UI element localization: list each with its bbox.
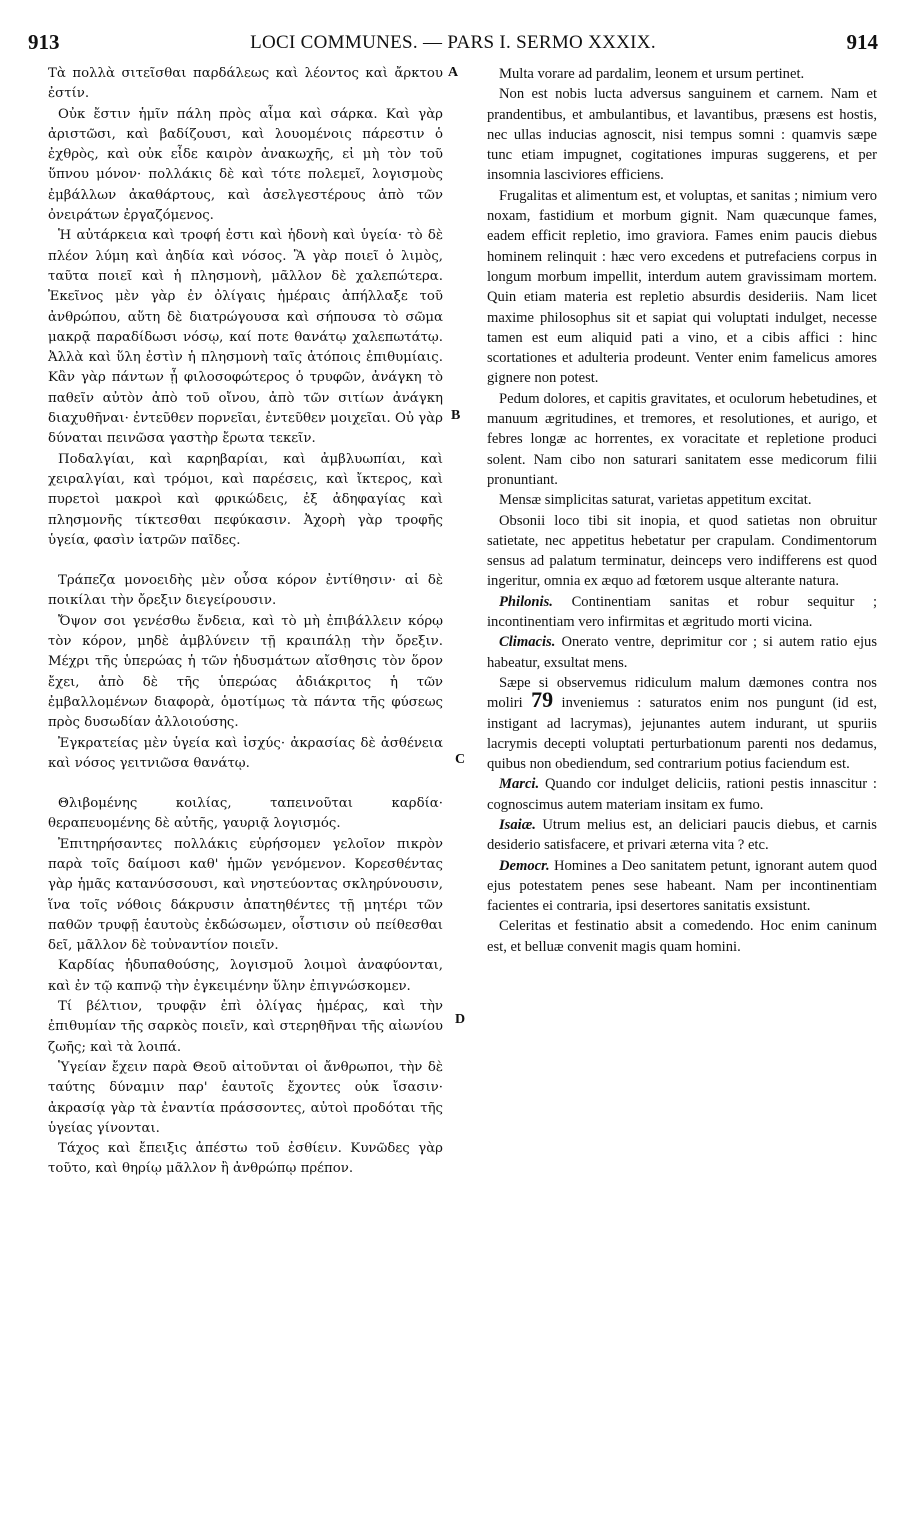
running-header (28, 30, 878, 62)
greek-paragraph: Ἐπιτηρήσαντες πολλάκις εὑρήσομεν γελοῖον πικρὸν παρὰ τοῖς δαίμοσι καθ' ἡμῶν γενόμενον. Κορεσθέντας γὰρ ἡμᾶς κατανύσσουσι, καὶ νηστεύοντας σκληρύνουσιν, ἵνα τοῖς νόθοις δάκρυσιν ἀπατηθέντες τῇ μητέρι τῶν παθῶν τρυφῇ ἑαυτοὺς ἐκδώσωμεν, οἷστισιν οὐ πείθεσθαι δεῖ, μᾶλλον δὲ τοὐναντίον ποιεῖν. (48, 836, 443, 954)
greek-paragraph: Ἡ αὐτάρκεια καὶ τροφή ἐστι καὶ ἡδονὴ καὶ ὑγεία· τὸ δὲ πλέον λύμη καὶ ἀηδία καὶ νόσος. Ἃ γὰρ ποιεῖ ὁ λιμὸς, ταῦτα ποιεῖ καὶ ἡ πλησμονὴ, μᾶλλον δὲ χαλεπώτερα. Ἐκεῖνος μὲν γὰρ ἐν ὀλίγαις ἡμέραις ἀπήλλαξε τοῦ ἀνθρώπου, αὕτη δὲ διατρώγουσα καὶ σήπουσα τὸ σῶμα μακρᾷ παραδίδωσι νόσῳ, καί ποτε θανάτῳ χαλεπωτάτῳ. Ἀλλὰ καὶ ὕλη ἐστὶν ἡ πλησμονὴ ταῖς ἀτόποις ἐπιθυμίαις. Κἂν γὰρ πάντων ᾖ φιλοσοφώτερος ὁ τρυφῶν, ἀνάγκη τὸ παθεῖν αὐτὸν ἀπὸ τοῦ οἴνου, ἀπὸ τῶν σιτίων ἀνάγκη διαχυθῆναι· ἐντεῦθεν πορνεῖαι, ἐντεῦθεν μοιχεῖαι. Οὐ γὰρ δύναται πεινῶσα γαστὴρ ἔρωτα τεκεῖν. (48, 228, 443, 447)
section-gap (48, 774, 443, 794)
latin-paragraph: Pedum dolores, et capitis gravitates, et oculorum hebetudines, et manuum ægritudines, et tremores, et resolutiones, et aurigo, et febres longæ ac horrentes, ex voracitate et repletione produci solent. Nam cibo non saturari sanitatem esse medicorum filii pronuntiant. (487, 390, 877, 488)
greek-paragraph: Ποδαλγίαι, καὶ καρηβαρίαι, καὶ ἀμβλυωπίαι, καὶ χειραλγίαι, καὶ τρόμοι, καὶ παρέσεις, καὶ ἴκτερος, καὶ πυρετοὶ μακροὶ καὶ φρικώδεις, ἐξ ἀδηφαγίας καὶ πλησμονῆς τίκτεσθαι πεφύκασιν. Ἀχορὴ γὰρ τροφῆς ὑγεία, φασὶν ἰατρῶν παῖδες. (48, 451, 443, 548)
author-attribution: Climacis. (499, 634, 556, 651)
section-gap (48, 551, 443, 571)
latin-paragraph (487, 856, 877, 917)
greek-paragraph: Τάχος καὶ ἔπειξις ἀπέστω τοῦ ἐσθίειν. Κυνῶδες γὰρ τοῦτο, καὶ θηρίῳ μᾶλλον ἢ ἀνθρώπῳ πρέπον. (48, 1141, 443, 1177)
latin-paragraph (487, 774, 877, 815)
margin-letter-c: C (455, 752, 466, 767)
author-attribution: Democr. (499, 857, 550, 874)
greek-paragraph: Θλιβομένης κοιλίας, ταπεινοῦται καρδία· θεραπευομένης δὲ αὐτῆς, γαυριᾷ λογισμός. (48, 796, 443, 832)
greek-paragraph: Τράπεζα μονοειδὴς μὲν οὖσα κόρον ἐντίθησιν· αἱ δὲ ποικίλαι τὴν ὄρεξιν διεγείρουσιν. (48, 573, 443, 609)
greek-paragraph: Οὐκ ἔστιν ἡμῖν πάλη πρὸς αἷμα καὶ σάρκα. Καὶ γὰρ ἀριστῶσι, καὶ βαδίζουσι, καὶ λουομένοις πάρεστιν ὁ ἐχθρὸς, καὶ οὐκ εἶδε καιρὸν ἀνακωχῆς, εἰ μὴ τὸν τοῦ ὕπνου μόνον· πολλάκις δὲ καὶ τότε πολεμεῖ, λογισμοὺς ἐμβάλλων ἀκαθάρτους, καὶ ἀσελγεστέρους ἀπὸ τῶν ὀνειράτων ἐργαζόμενος. (48, 106, 443, 224)
latin-paragraph: Celeritas et festinatio absit a comedendo. Hoc enim caninum est, et belluæ convenit magis quam homini. (487, 918, 877, 955)
latin-paragraph: Obsonii loco tibi sit inopia, et quod satietas non obruitur satietate, nec appetitus hebetatur per crapulam. Condimentorum sensus ad palatum terminatur, deinceps vero indifferens est quod ingeritur, omnia ex æquo ad fœtorem usque alterante natura. (487, 512, 877, 590)
latin-paragraph: Mensæ simplicitas saturat, varietas appetitum excitat. (499, 492, 812, 509)
latin-text: Sæpe si observemus ridiculum malum dæmones contra nos moliri (487, 674, 877, 712)
latin-text: Homines a Deo sanitatem petunt, ignorant autem quod ejus potestatem penes sese habeant. Nam per incontinentiam facientes ei contraria, ipsi desertores sanitatis exsistunt. (487, 857, 877, 915)
margin-letter-d: D (455, 1012, 466, 1027)
greek-paragraph: Ἐγκρατείας μὲν ὑγεία καὶ ἰσχύς· ἀκρασίας δὲ ἀσθένεια καὶ νόσος γειτνιῶσα θανάτῳ. (48, 735, 443, 771)
latin-paragraph: Frugalitas et alimentum est, et voluptas, et sanitas ; nimium vero noxam, fastidium et morbum gignit. Nam quæcunque fames, eadem efficit repletio, imo graviora. Fames enim paucis diebus hominem relinquit : hæc vero excedens et putrefaciens corpus in longum morbum impellit, interdum autem gravissimam mortem. Quin etiam materia est repletio absurdis desideriis. Nam licet maxime philosophus sit et sapiat qui voluptati indulget, necesse tamen est eum aliquid pati a vino, et a cibis affici : hinc scortationes et adulteria prodeunt. Venter enim famelicus amores gignere non potest. (487, 187, 877, 387)
latin-text: Onerato ventre, deprimitur cor ; si autem ratio ejus habeatur, exsultat mens. (487, 634, 877, 671)
column-number: 79 (531, 687, 554, 713)
latin-text: Utrum melius est, an deliciari paucis diebus, et carnis desiderio satisfacere, et privari æterna vita ? etc. (487, 816, 877, 854)
margin-letter-a: A (448, 65, 459, 80)
greek-paragraph: Καρδίας ἡδυπαθούσης, λογισμοῦ λοιμοὶ ἀναφύονται, καὶ ἐν τῷ καπνῷ τὴν ἐγκειμένην ὕλην ἐπιγνώσκομεν. (48, 958, 443, 994)
latin-text: inveniemus : saturatos enim nos pungunt (id est, instigant ad lacrymas), jejunantes autem indurant, ut spuriis lacrymis decepti voluptati perturbationum parenti nos dedamus, quibus non obediendum, sed contrarium potius faciendum est. (487, 695, 877, 773)
latin-paragraph (487, 815, 877, 856)
author-attribution: Marci. (499, 776, 540, 793)
latin-paragraph (487, 592, 877, 633)
author-attribution: Philonis. (499, 593, 553, 610)
running-title: LOCI COMMUNES. — PARS I. SERMO XXXIX. (250, 32, 656, 53)
greek-paragraph: Ὑγείαν ἔχειν παρὰ Θεοῦ αἰτοῦνται οἱ ἄνθρωποι, τὴν δὲ ταύτης δύναμιν παρ' ἑαυτοῖς ἔχοντες οὐκ ἴσασιν· ἀκρασίᾳ γὰρ τὰ ἐναντία πράσσοντες, αὐτοὶ προδόται τῆς ὑγείας γίνονται. (48, 1059, 443, 1136)
latin-paragraph (487, 673, 877, 774)
latin-paragraph: Multa vorare ad pardalim, leonem et ursum pertinet. (499, 66, 805, 82)
latin-text: Continentiam sanitas et robur sequitur ; incontinentiam vero infirmitas et ægritudo morti vicina. (487, 593, 878, 631)
margin-letter-b: B (451, 408, 461, 423)
greek-paragraph: Τί βέλτιον, τρυφᾷν ἐπὶ ὀλίγας ἡμέρας, καὶ τὴν ἐπιθυμίαν τῆς σαρκὸς ποιεῖν, καὶ στερηθῆναι τῆς αἰωνίου ζωῆς; καὶ τὰ λοιπά. (48, 999, 443, 1055)
greek-paragraph: Τὰ πολλὰ σιτεῖσθαι παρδάλεως καὶ λέοντος καὶ ἄρκτου ἐστίν. (48, 66, 443, 102)
greek-paragraph: Ὄψον σοι γενέσθω ἔνδεια, καὶ τὸ μὴ ἐπιβάλλειν κόρῳ τὸν κόρον, μηδὲ ἀμβλύνειν τῇ κραιπάλῃ τὴν ὄρεξιν. Μέχρι τῆς ὑπερώας ἡ τῶν ἡδυσμάτων αἴσθησις τὸν ὅρον ἔχει, ἀπὸ δὲ τῆς ὑπερώας ἀδιάκριτος ἡ τῶν ἐμβαλλομένων διαφορὰ, ὁμοτίμως τὰ πάντα τῆς φύσεως πρὸς δυσωδίαν ἀλλοιούσης. (48, 613, 443, 731)
left-page-number: 913 (28, 30, 60, 54)
latin-column (487, 64, 877, 957)
greek-column (48, 64, 443, 1180)
right-page-number: 914 (846, 30, 878, 54)
latin-paragraph (487, 632, 877, 673)
author-attribution: Isaiæ. (499, 816, 536, 833)
latin-text: Quando cor indulget deliciis, rationi pestis innascitur : cognoscimus autem materiam insitam ex fumo. (487, 776, 877, 813)
latin-paragraph: Non est nobis lucta adversus sanguinem et carnem. Nam et prandentibus, et ambulantibus, et lavantibus, præsens est hostis, nec ullas inducias agnoscit, nisi tempus somni : quamvis sæpe tunc etiam impugnet, cogitationes impuras suggerens, et per insomnia lasciviores efficiens. (487, 86, 877, 184)
